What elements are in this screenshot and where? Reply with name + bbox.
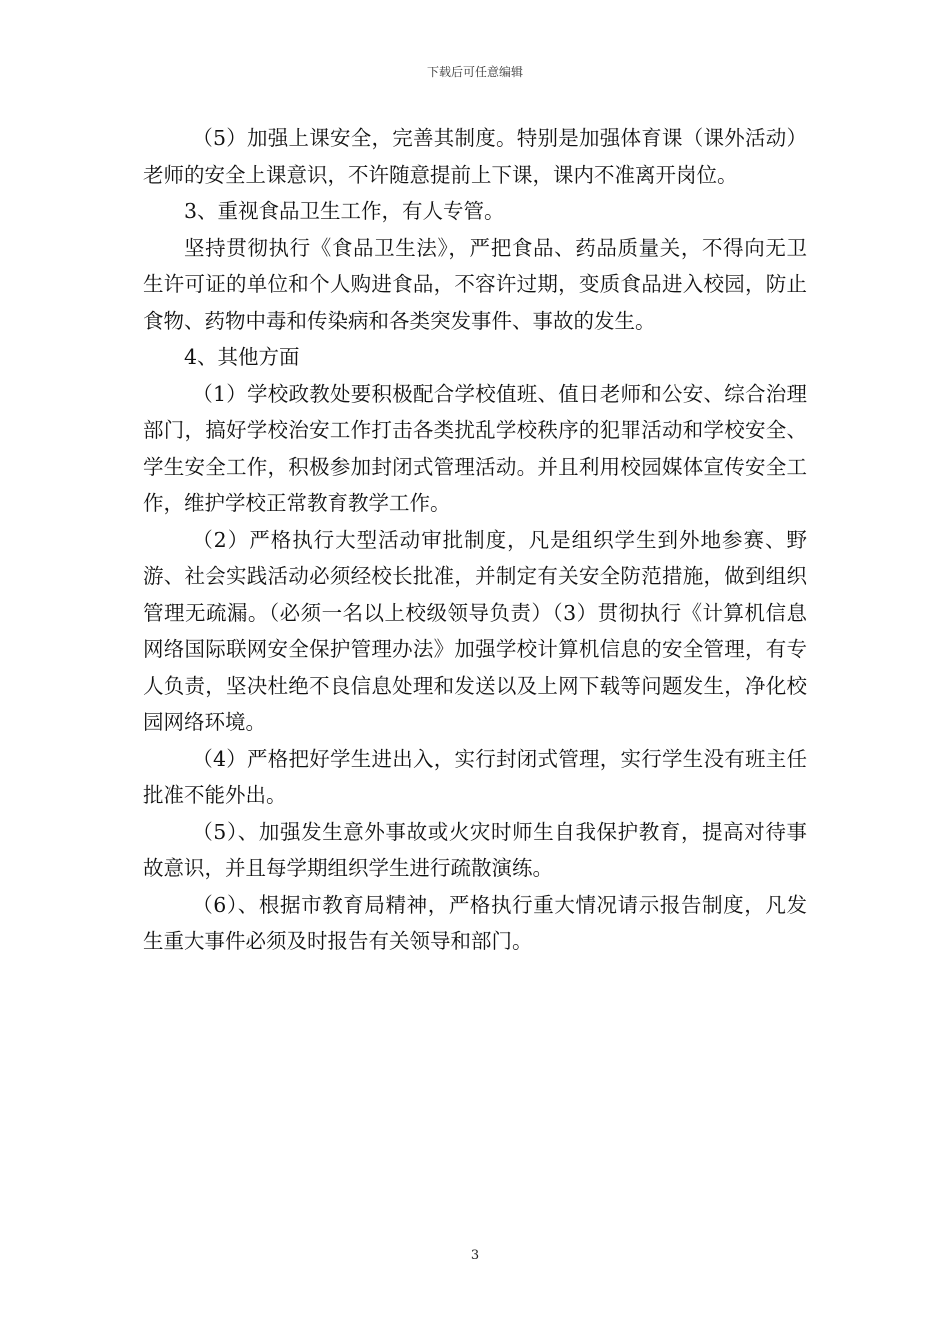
paragraph-food-hygiene-law: 坚持贯彻执行《食品卫生法》，严把食品、药品质量关，不得向无卫生许可证的单位和个人购进食品，不容许过期，变质食品进入校园，防止食物、药物中毒和传染病和各类突发事件、事故的发生。 <box>143 235 807 333</box>
page-number: 3 <box>470 1248 480 1263</box>
paragraph-class-safety: （5）加强上课安全，完善其制度。特别是加强体育课（课外活动）老师的安全上课意识，不许随意提前上下课，课内不准离开岗位。 <box>143 126 807 187</box>
paragraph-closed-management: （4）严格把好学生进出入，实行封闭式管理，实行学生没有班主任批准不能外出。 <box>143 746 807 807</box>
page-header: 下载后可任意编辑 <box>426 65 523 79</box>
heading-other-aspects: 4、其他方面 <box>184 345 300 369</box>
paragraph-self-protection: （5）、加强发生意外事故或火灾时师生自我保护教育，提高对待事故意识，并且每学期组织学生进行疏散演练。 <box>143 819 807 880</box>
paragraph-activity-approval: （2）严格执行大型活动审批制度，凡是组织学生到外地参赛、野游、社会实践活动必须经校长批准，并制定有关安全防范措施，做到组织管理无疏漏。（必须一名以上校级领导负责）（3）贯彻执行《计算机信息网络国际联网安全保护管理办法》加强学校计算机信息的安全管理，有专人负责，坚决杜绝不良信息处理和发送以及上网下载等问题发生，净化校园网络环境。 <box>143 527 807 734</box>
heading-food-hygiene: 3、重视食品卫生工作，有人专管。 <box>184 199 505 223</box>
paragraph-reporting-system: （6）、根据市教育局精神，严格执行重大情况请示报告制度，凡发生重大事件必须及时报告有关领导和部门。 <box>143 892 807 953</box>
paragraph-security-cooperation: （1）学校政教处要积极配合学校值班、值日老师和公安、综合治理部门，搞好学校治安工作打击各类扰乱学校秩序的犯罪活动和学校安全、学生安全工作，积极参加封闭式管理活动。并且利用校园媒体宣传安全工作，维护学校正常教育教学工作。 <box>143 381 807 515</box>
document-body <box>143 120 807 960</box>
